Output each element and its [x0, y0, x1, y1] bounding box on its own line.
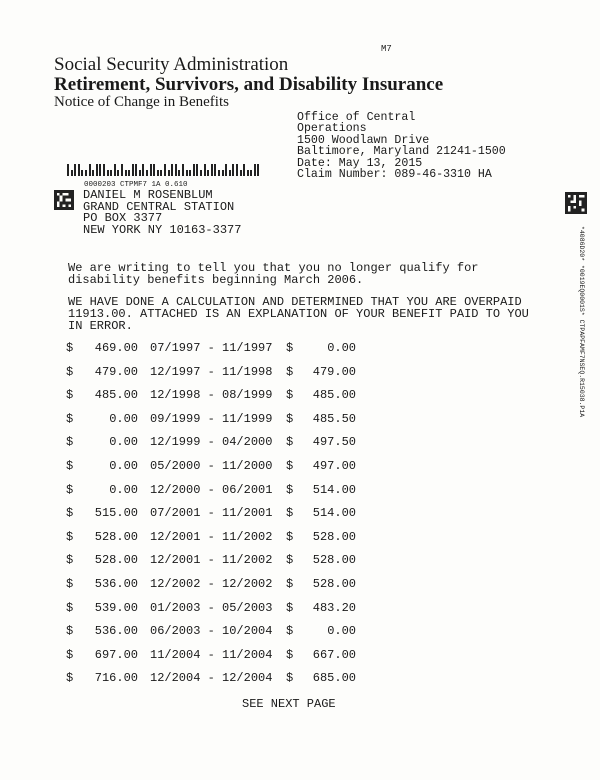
currency-symbol: $ — [286, 553, 294, 568]
amount-due: 485.00 — [312, 388, 356, 403]
currency-symbol: $ — [66, 388, 74, 403]
currency-symbol: $ — [286, 577, 294, 591]
date-range: 12/1998 - 08/1999 — [150, 388, 273, 403]
amount-paid: 0.00 — [109, 435, 138, 450]
barcode-bar — [142, 164, 144, 176]
barcode-bar — [96, 164, 98, 176]
amount-due: 479.00 — [312, 364, 356, 379]
date-range: 12/2001 - 11/2002 — [150, 529, 273, 544]
barcode-bar — [207, 170, 209, 176]
office-line: 1500 Woodlawn Drive — [297, 133, 430, 147]
qualification-paragraph: We are writing to tell you that you no longer qualify for disability benefits beginning March 2006. — [68, 261, 479, 287]
barcode-bar — [236, 164, 238, 176]
barcode-bar — [240, 170, 242, 176]
amount-due: 497.00 — [312, 459, 356, 473]
barcode-bar — [92, 170, 94, 176]
barcode-bar — [189, 170, 191, 176]
currency-symbol: $ — [66, 482, 74, 497]
currency-symbol: $ — [66, 647, 74, 662]
barcode-bar — [160, 170, 162, 176]
barcode-bar — [135, 164, 137, 176]
date-range: 12/2004 - 12/2004 — [150, 671, 273, 686]
side-tracking-code: *4086D20* *0019EQ0001S* CTPAPFAMF7NSEQ.R15038.P1A — [578, 226, 585, 418]
overpayment-paragraph: WE HAVE DONE A CALCULATION AND DETERMINED THAT YOU ARE OVERPAID 11913.00. ATTACHED IS AN EXPLANATION OF YOUR BENEFIT PAID TO YOU IN ERROR. — [68, 295, 529, 333]
currency-symbol: $ — [66, 364, 74, 379]
currency-symbol: $ — [66, 529, 74, 544]
office-line: Baltimore, Maryland 21241-1500 — [297, 145, 506, 159]
barcode-bar — [186, 170, 188, 176]
barcode-bar — [250, 170, 252, 176]
address-line: NEW YORK NY 10163-3377 — [83, 222, 242, 237]
qr-code-icon — [54, 190, 74, 210]
barcode-bar — [125, 170, 127, 176]
barcode-bar — [214, 164, 216, 176]
currency-symbol: $ — [66, 577, 74, 591]
amount-paid: 515.00 — [94, 506, 138, 521]
amount-paid: 528.00 — [94, 553, 138, 568]
barcode-bar — [164, 164, 166, 176]
office-block — [297, 112, 506, 180]
postal-barcode — [67, 164, 265, 176]
barcode-bar — [128, 170, 130, 176]
barcode-bar — [232, 164, 234, 176]
barcode-bar — [178, 170, 180, 176]
notice-title: Notice of Change in Benefits — [54, 94, 229, 110]
barcode-bar — [168, 170, 170, 176]
date-range: 12/2000 - 06/2001 — [150, 482, 273, 497]
amount-paid: 697.00 — [94, 647, 138, 662]
amount-due: 485.50 — [312, 411, 356, 426]
barcode-bar — [107, 170, 109, 176]
currency-symbol: $ — [286, 624, 294, 639]
barcode-bar — [78, 164, 80, 176]
date-range: 01/2003 - 05/2003 — [150, 600, 273, 615]
amount-paid: 485.00 — [94, 388, 138, 403]
amount-paid: 469.00 — [94, 341, 138, 355]
barcode-bar — [204, 164, 206, 176]
barcode-bar — [222, 170, 224, 176]
barcode-bar — [171, 164, 173, 176]
notice-date: Date: May 13, 2015 — [297, 156, 423, 170]
agency-name: Social Security Administration — [54, 54, 289, 75]
amount-due: 497.50 — [312, 435, 356, 450]
barcode-bar — [254, 164, 256, 176]
barcode-bar — [89, 164, 91, 176]
address-line: GRAND CENTRAL STATION — [83, 199, 235, 214]
amount-paid: 539.00 — [94, 600, 138, 615]
barcode-bar — [132, 164, 134, 176]
claim-number: Claim Number: 089-46-3310 HA — [297, 168, 492, 182]
barcode-bar — [150, 164, 152, 176]
date-range: 12/1997 - 11/1998 — [150, 364, 273, 379]
amount-due: 528.00 — [312, 529, 356, 544]
currency-symbol: $ — [66, 671, 74, 686]
barcode-bar — [139, 170, 141, 176]
barcode-bar — [200, 170, 202, 176]
currency-symbol: $ — [66, 553, 74, 568]
amount-due: 483.20 — [312, 600, 356, 615]
currency-symbol: $ — [66, 600, 74, 615]
barcode-bar — [157, 170, 159, 176]
amount-due: 685.00 — [312, 671, 356, 686]
amount-due: 0.00 — [327, 624, 356, 639]
program-title: Retirement, Survivors, and Disability Insurance — [54, 74, 444, 95]
barcode-bar — [74, 164, 76, 176]
date-range: 06/2003 - 10/2004 — [150, 624, 273, 639]
date-range: 09/1999 - 11/1999 — [150, 411, 273, 426]
barcode-bar — [146, 170, 148, 176]
currency-symbol: $ — [286, 341, 294, 355]
currency-symbol: $ — [66, 506, 74, 521]
barcode-bar — [110, 170, 112, 176]
barcode-bar — [153, 164, 155, 176]
datamatrix-icon — [565, 192, 587, 214]
see-next-page: SEE NEXT PAGE — [242, 697, 336, 711]
currency-symbol: $ — [286, 388, 294, 403]
currency-symbol: $ — [66, 411, 74, 426]
mailing-address — [83, 190, 241, 236]
barcode-bar — [175, 164, 177, 176]
currency-symbol: $ — [66, 341, 74, 355]
barcode-bar — [225, 164, 227, 176]
form-code: M7 — [381, 44, 392, 54]
amount-paid: 536.00 — [94, 624, 138, 639]
amount-due: 667.00 — [312, 647, 356, 662]
barcode-bar — [81, 170, 83, 176]
amount-due: 514.00 — [312, 482, 356, 497]
currency-symbol: $ — [66, 435, 74, 450]
barcode-bar — [229, 170, 231, 176]
amount-paid: 0.00 — [109, 482, 138, 497]
date-range: 11/2004 - 11/2004 — [150, 647, 273, 662]
amount-paid: 0.00 — [109, 411, 138, 426]
date-range: 07/1997 - 11/1997 — [150, 341, 273, 355]
barcode-bar — [121, 164, 123, 176]
amount-paid: 716.00 — [94, 671, 138, 686]
amount-due: 0.00 — [327, 341, 356, 355]
amount-paid: 528.00 — [94, 529, 138, 544]
barcode-bar — [196, 164, 198, 176]
office-line: Office of Central — [297, 111, 416, 124]
barcode-bar — [71, 170, 73, 176]
barcode-bar — [85, 170, 87, 176]
currency-symbol: $ — [286, 506, 294, 521]
currency-symbol: $ — [286, 364, 294, 379]
currency-symbol: $ — [66, 459, 74, 473]
date-range: 12/2002 - 12/2002 — [150, 577, 273, 591]
date-range: 07/2001 - 11/2001 — [150, 506, 273, 521]
address-line: DANIEL M ROSENBLUM — [83, 188, 213, 202]
amount-paid: 0.00 — [109, 459, 138, 473]
date-range: 05/2000 - 11/2000 — [150, 459, 273, 473]
barcode-bar — [247, 170, 249, 176]
address-line: PO BOX 3377 — [83, 211, 163, 225]
barcode-bar — [243, 164, 245, 176]
barcode-bar — [114, 164, 116, 176]
barcode-bar — [117, 170, 119, 176]
amount-paid: 536.00 — [94, 577, 138, 591]
currency-symbol: $ — [66, 624, 74, 639]
currency-symbol: $ — [286, 529, 294, 544]
barcode-bar — [67, 164, 69, 176]
currency-symbol: $ — [286, 435, 294, 450]
barcode-bar — [99, 164, 101, 176]
amount-due: 528.00 — [312, 577, 356, 591]
barcode-bar — [257, 164, 259, 176]
date-range: 12/2001 - 11/2002 — [150, 553, 273, 568]
barcode-bar — [193, 164, 195, 176]
amount-due: 528.00 — [312, 553, 356, 568]
office-line: Operations — [297, 122, 367, 136]
amount-due: 514.00 — [312, 506, 356, 521]
currency-symbol: $ — [286, 411, 294, 426]
barcode-bar — [103, 164, 105, 176]
currency-symbol: $ — [286, 647, 294, 662]
barcode-bar — [211, 164, 213, 176]
currency-symbol: $ — [286, 600, 294, 615]
currency-symbol: $ — [286, 671, 294, 686]
date-range: 12/1999 - 04/2000 — [150, 435, 273, 450]
amount-paid: 479.00 — [94, 364, 138, 379]
currency-symbol: $ — [286, 459, 294, 473]
barcode-id: 0000203 CTPMF7 1A 0.610 — [84, 181, 188, 189]
barcode-bar — [218, 170, 220, 176]
currency-symbol: $ — [286, 482, 294, 497]
barcode-bar — [182, 164, 184, 176]
